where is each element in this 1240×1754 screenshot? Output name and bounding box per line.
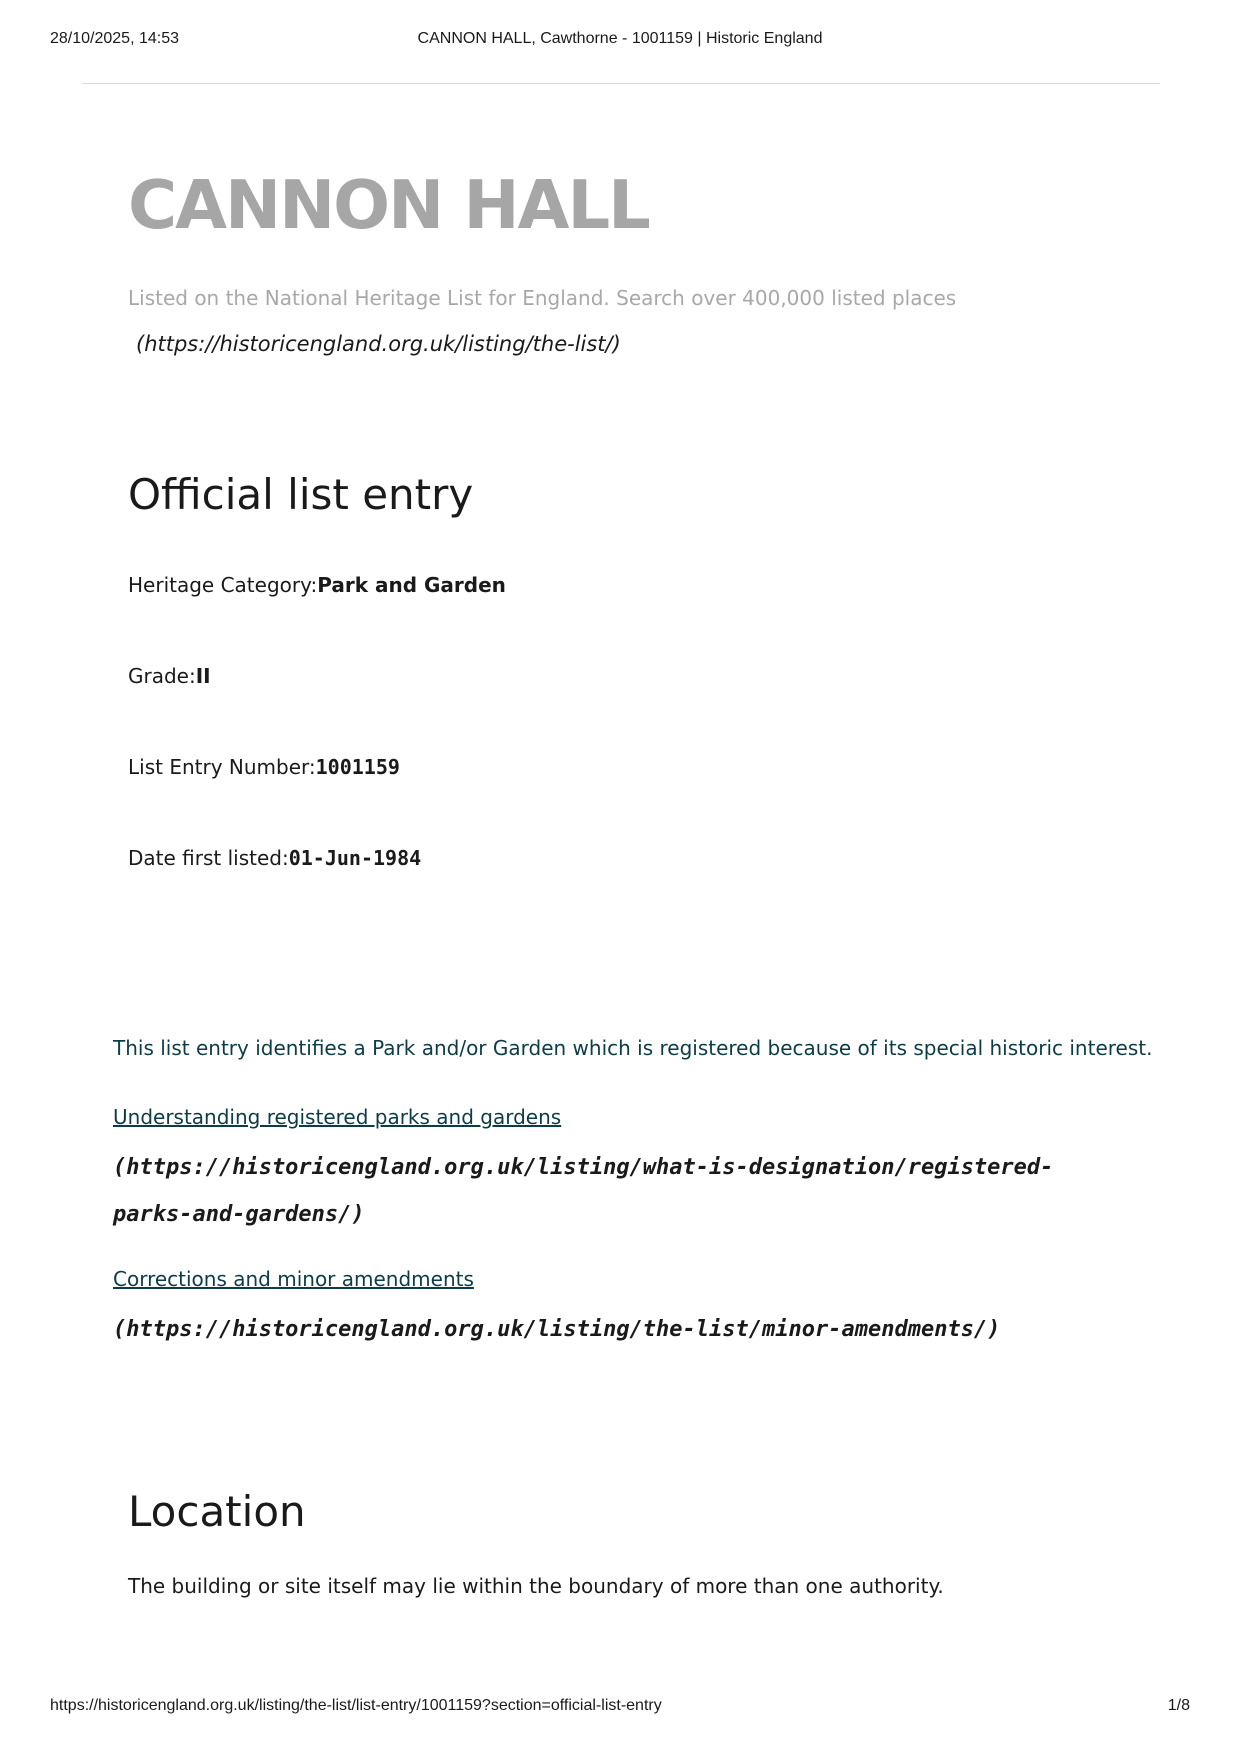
page-number: 1/8 [1167,1697,1190,1714]
list-search-url: (https://historicengland.org.uk/listing/the-list/) [136,332,621,356]
registration-notice: This list entry identifies a Park and/or Garden which is registered because of its special historic interest. [113,1036,1153,1060]
heritage-category-value: Park and Garden [317,573,506,597]
understanding-parks-url: (https://historicengland.org.uk/listing/what-is-designation/registered-parks-and-gardens/) [113,1155,1054,1227]
date-first-listed-field [128,846,421,870]
list-entry-number-label: List Entry Number: [128,755,316,779]
print-date: 28/10/2025, 14:53 [50,30,180,47]
date-first-listed-label: Date first listed: [128,846,289,870]
list-search-link[interactable]: Listed on the National Heritage List for England. Search over 400,000 listed places [128,286,957,310]
print-header [50,30,1190,52]
list-entry-number-value: 1001159 [315,755,400,779]
grade-value: II [195,664,211,688]
print-footer [50,1697,1190,1719]
location-heading: Location [128,1487,306,1536]
understanding-parks-link[interactable]: Understanding registered parks and gardens [113,1105,562,1129]
page-title: CANNON HALL [128,166,649,244]
grade-field [128,664,211,688]
print-title: CANNON HALL, Cawthorne - 1001159 | Historic England [417,30,823,47]
header-divider [83,83,1160,84]
corrections-url: (https://historicengland.org.uk/listing/the-list/minor-amendments/) [113,1317,1001,1342]
official-list-entry-heading: Official list entry [128,470,474,519]
list-entry-number-field [128,755,400,779]
heritage-category-field [128,573,506,597]
print-footer-url: https://historicengland.org.uk/listing/the-list/list-entry/1001159?section=official-list-entry [50,1697,662,1714]
grade-label: Grade: [128,664,196,688]
location-text: The building or site itself may lie within the boundary of more than one authority. [128,1574,944,1598]
corrections-link[interactable]: Corrections and minor amendments [113,1267,474,1291]
date-first-listed-value: 01-Jun-1984 [288,846,422,870]
heritage-category-label: Heritage Category: [128,573,318,597]
